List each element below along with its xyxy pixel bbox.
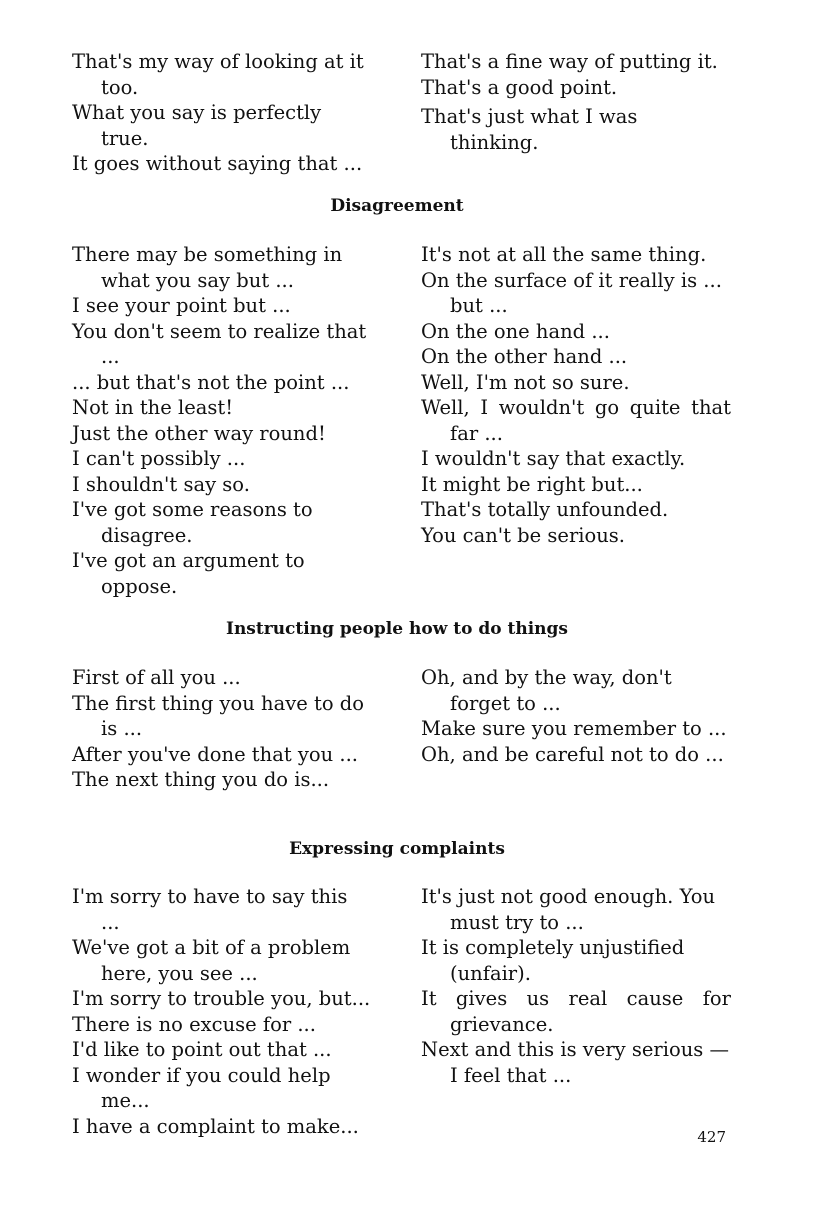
phrase: I can't possibly ...: [72, 447, 246, 470]
phrase: It's not at all the same thing.: [421, 243, 707, 266]
phrase: I see your point but ...: [72, 294, 291, 317]
phrase: What you say is perfectly true.: [72, 101, 322, 150]
phrase: On the other hand ...: [421, 345, 628, 368]
disagreement-left-column: [72, 242, 372, 599]
phrase: It is completely unjustified (unfair).: [421, 936, 685, 985]
phrase: There may be something in what you say but ...: [72, 243, 343, 292]
section-heading-complaints: Expressing complaints: [289, 839, 505, 859]
disagreement-right-column: [421, 242, 731, 548]
section-heading-disagreement: Disagreement: [330, 196, 464, 216]
phrase: Well, I'm not so sure.: [421, 370, 630, 394]
phrase: I'm sorry to have to say this ...: [72, 885, 348, 934]
phrase: ... but that's not the point ...: [72, 370, 350, 394]
phrase: I'm sorry to trouble you, but...: [72, 987, 371, 1010]
phrase: After you've done that you ...: [72, 742, 358, 766]
phrase: You can't be serious.: [421, 523, 626, 547]
phrase: The next thing you do is...: [72, 768, 330, 791]
section-heading-instructing: Instructing people how to do things: [226, 619, 568, 639]
agreement-left-column: [72, 49, 372, 177]
phrase: Just the other way round!: [72, 421, 326, 445]
phrase: Oh, and be careful not to do ...: [421, 742, 724, 766]
complaints-left-column: [72, 884, 372, 1139]
phrase: The first thing you have to do is ...: [72, 691, 364, 740]
phrase: It gives us real cause for grievance.: [421, 987, 731, 1036]
complaints-right-column: [421, 884, 731, 1088]
phrase: It goes without saying that ...: [72, 152, 363, 175]
agreement-right-column: [421, 49, 731, 155]
phrase: On the one hand ...: [421, 319, 610, 343]
phrase: I've got an argument to oppose.: [72, 549, 305, 598]
phrase: On the surface of it really is ... but ...: [421, 268, 722, 317]
phrase: There is no excuse for ...: [72, 1012, 316, 1036]
phrase: I've got some reasons to disagree.: [72, 498, 313, 547]
phrase: Make sure you remember to ...: [421, 717, 727, 740]
phrase: That's totally unfounded.: [421, 498, 669, 521]
phrase: I have a complaint to make...: [72, 1114, 359, 1138]
phrase: That's just what I was thinking.: [421, 105, 638, 154]
phrase: I shouldn't say so.: [72, 472, 250, 496]
phrase: You don't seem to realize that ...: [72, 319, 367, 368]
instructing-right-column: [421, 665, 731, 767]
phrase: That's a good point.: [421, 75, 618, 99]
phrase: First of all you ...: [72, 666, 241, 689]
phrase: Not in the least!: [72, 396, 234, 419]
phrase: Oh, and by the way, don't forget to ...: [421, 666, 672, 715]
phrase: We've got a bit of a problem here, you see ...: [72, 936, 351, 985]
phrase: Next and this is very serious — I feel that ...: [421, 1038, 729, 1087]
phrase: That's my way of looking at it too.: [72, 50, 364, 99]
page-number: 427: [697, 1128, 726, 1146]
phrase: That's a fine way of putting it.: [421, 50, 718, 73]
phrase: It might be right but...: [421, 472, 643, 496]
instructing-left-column: [72, 665, 372, 793]
phrase: I'd like to point out that ...: [72, 1038, 332, 1061]
phrase: It's just not good enough. You must try to ...: [421, 885, 716, 934]
phrase: I wonder if you could help me...: [72, 1063, 331, 1112]
phrase: Well, I wouldn't go quite that far ...: [421, 396, 731, 445]
phrase: I wouldn't say that exactly.: [421, 447, 686, 470]
